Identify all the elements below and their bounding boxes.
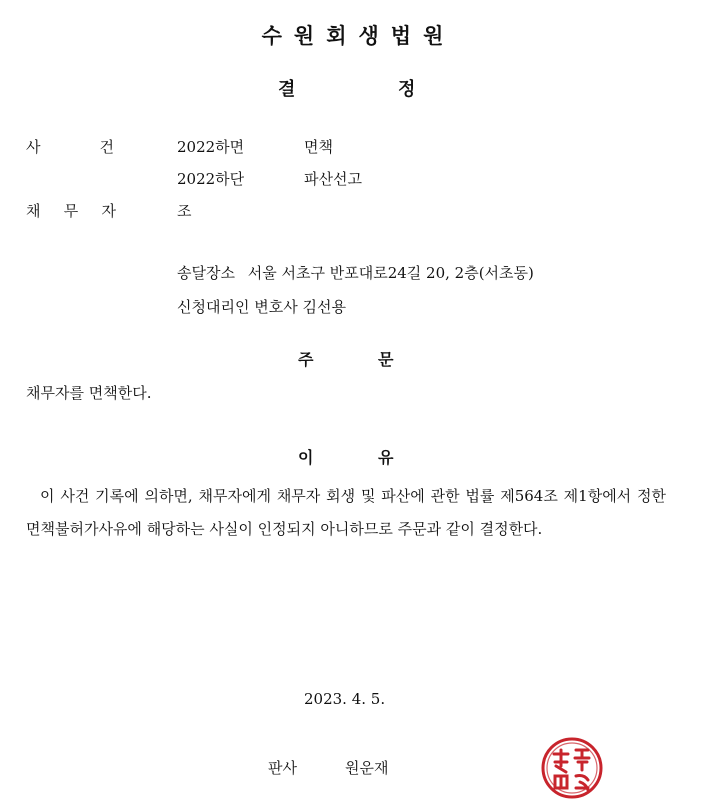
case-name: 파산선고 (304, 170, 362, 188)
agent-name: 김선용 (302, 298, 346, 316)
debtor-label (26, 200, 116, 221)
case-name: 면책 (304, 138, 333, 156)
doc-type-left: 결 (278, 79, 296, 100)
agent-label: 신청대리인 변호사 (177, 298, 298, 316)
address-label: 송달장소 (177, 264, 235, 282)
judge-label: 판사 (268, 759, 297, 777)
case-number: 2022하단 (177, 170, 245, 188)
reason-text: 이 사건 기록에 의하면, 채무자에게 채무자 회생 및 파산에 관한 법률 제564조 제1항에서 정한 면책불허가사유에 해당하는 사실이 인정되지 아니하므로 주문과 같이 결정한다. (26, 487, 666, 538)
judge-seal-icon (540, 736, 604, 800)
reason-heading-right: 유 (378, 448, 394, 467)
case-label-char: 건 (99, 138, 114, 156)
case-label-char: 사 (26, 138, 41, 156)
case-number: 2022하면 (177, 138, 245, 156)
reason-heading-left: 이 (298, 448, 314, 467)
agent-line (177, 296, 346, 317)
judge-name: 원운재 (345, 759, 389, 777)
decision-date: 2023. 4. 5. (304, 690, 386, 708)
debtor-label-char: 자 (101, 202, 116, 220)
debtor-label-char: 채 (26, 202, 41, 220)
case-label (26, 136, 116, 157)
debtor-name: 조 (177, 202, 192, 220)
debtor-label-char: 무 (63, 202, 79, 220)
address-value: 서울 서초구 반포대로24길 20, 2층(서초동) (247, 264, 534, 282)
order-text: 채무자를 면책한다. (26, 384, 152, 402)
order-heading-left: 주 (298, 350, 314, 369)
service-address-line (177, 262, 534, 283)
court-name: 수원회생법원 (261, 24, 456, 48)
order-heading-right: 문 (378, 350, 394, 369)
doc-type-right: 정 (398, 79, 416, 100)
